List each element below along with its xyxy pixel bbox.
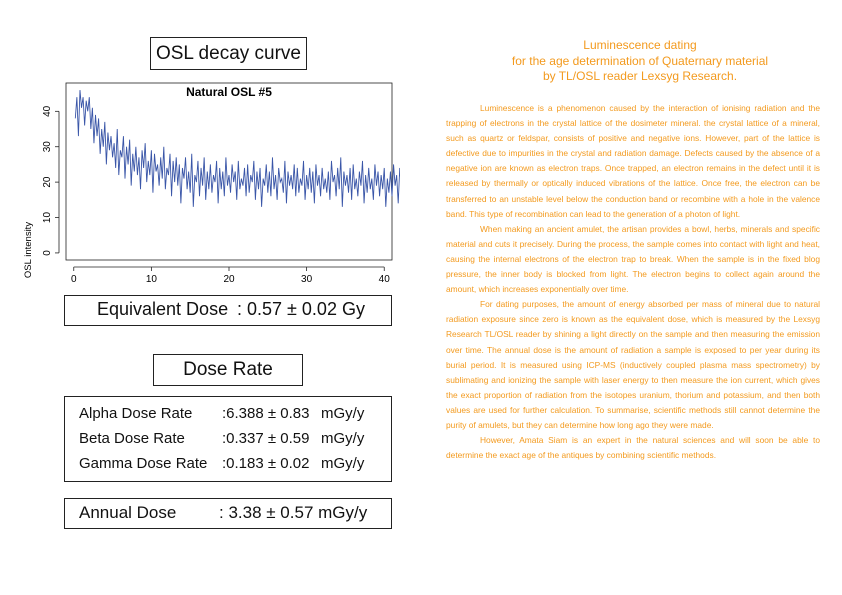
x-tick-label: 30 [301,274,313,285]
annual-dose-value: : 3.38 ± 0.57 mGy/y [219,503,368,522]
series-line-natural-osl [75,90,400,214]
x-tick-label: 10 [145,274,157,285]
beta-dose-rate-unit: mGy/y [321,430,365,447]
article-title-line: Luminescence dating [583,38,697,52]
gamma-dose-rate-unit: mGy/y [321,455,365,472]
osl-chart [0,78,400,293]
equivalent-dose-box [64,295,392,326]
gamma-dose-rate-value: :0.183 ± 0.02 [222,455,310,472]
dose-rate-title [153,354,303,386]
article-title-line: for the age determination of Quaternary material [511,53,769,68]
alpha-dose-rate-label: Alpha Dose Rate [79,405,193,422]
y-axis-label: OSL intensity [23,221,34,279]
article-title-line: by TL/OSL reader Lexsyg Research. [542,69,738,83]
alpha-dose-rate-unit: mGy/y [321,405,365,422]
plot-frame [66,83,392,260]
x-tick-label: 20 [223,274,235,285]
alpha-dose-rate-value: :6.388 ± 0.83 [222,405,310,422]
osl-decay-curve-title [150,37,307,70]
beta-dose-rate-value: :0.337 ± 0.59 [222,430,310,447]
y-tick-label: 0 [42,250,53,256]
article-paragraph: However, Amata Siam is an expert in the natural sciences and will soon be able to determine the exact age of the antiques by combining scientific methods. [446,435,820,461]
alpha-dose-rate-row [79,405,365,422]
y-tick-label: 10 [42,211,53,224]
equivalent-dose-value: : 0.57 ± 0.02 Gy [237,299,365,319]
y-tick-label: 20 [42,176,53,188]
dose-rates-box [64,396,392,482]
x-tick-label: 40 [378,274,390,285]
annual-dose-label: Annual Dose [79,503,177,522]
gamma-dose-rate-label: Gamma Dose Rate [79,455,208,472]
article-paragraph: For dating purposes, the amount of energy absorbed per mass of mineral due to natural radiation exposure since zero is known as the equivalent dose, which is measured by the Lexsyg Research TL/OSL reader by shining a light directly on the sample and then measuring the emission over time. The annual dose is the amount of radiation a sample is exposed to per year during its burial period. It is measured using ICP-MS (inductively coupled plasma mass spectrometry) by sublimating and ionizing the sample with laser energy to then measure the ion current, which gives the exact proportion of radiation from the isotopes uranium, thorium and potassium, and then both values are used for further calculation. To summarise, scientific methods still cannot determine the purity of amulets, but they can determine how long ago they were made. [446,299,820,430]
y-tick-label: 30 [42,141,53,153]
annual-dose-box [64,498,392,529]
x-tick-label: 0 [70,274,77,285]
equivalent-dose-label: Equivalent Dose [97,299,229,319]
article-paragraph: When making an ancient amulet, the artisan provides a bowl, herbs, minerals and specific material and cuts it precisely. During the process, the sample comes into contact with light and heat, causing the internal electrons of the electron trap to break. When the sample is in the fixed blog pressure, the inner body is blocked from light. The electron begins to collect again around the amount, which increases exponentially over time. [446,223,820,295]
beta-dose-rate-label: Beta Dose Rate [79,430,185,447]
article-title [440,38,840,85]
gamma-dose-rate-row [79,455,365,472]
article-paragraph: Luminescence is a phenomenon caused by the interaction of ionising radiation and the trapping of electrons in the crystal lattice of the dosimeter mineral. the crystal lattice of a mineral, such as quartz or feldspar, consists of positive and negative ions. However, part of the lattice is defective due to impurities in the crystal and radiation damage. Defects caused by the absence of a negative ion are known as electron traps. Once trapped, an electron remains in the defect until it is released by thermally or optically induced vibrations of the lattice. Once free, the electron can be transferred to an unstable level below the conduction band or recombine with a hole in the valence band. This type of recombination can lead to the generation of a photon of light. [446,103,820,219]
article-body [446,101,820,463]
dose-rate-title-text: Dose Rate [183,359,273,380]
y-tick-label: 40 [42,105,53,117]
osl-decay-curve-title-text: OSL decay curve [155,42,302,64]
chart-title: Natural OSL #5 [186,85,272,99]
beta-dose-rate-row [79,430,365,447]
